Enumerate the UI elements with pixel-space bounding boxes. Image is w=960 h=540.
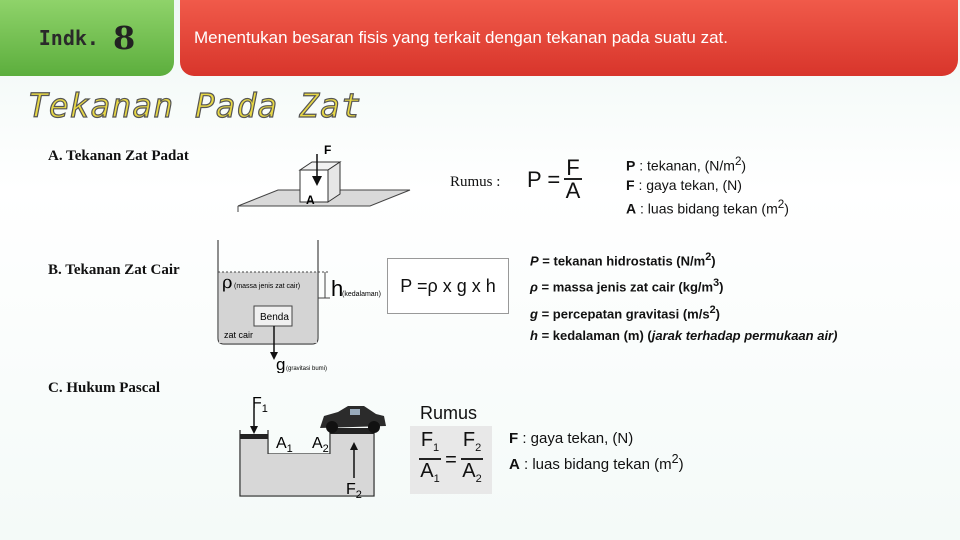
rumus-label-a: Rumus : — [450, 174, 501, 190]
liquid-label: zat cair — [224, 330, 254, 340]
solid-pressure-diagram — [230, 140, 420, 220]
indicator-number: 8 — [112, 19, 136, 57]
f2-label: $F_2$ — [346, 481, 362, 501]
objective-banner — [180, 0, 958, 76]
indicator-label: Indk. — [38, 26, 99, 50]
legend-c-row: A : luas bidang tekan $(m^2)$ — [509, 452, 684, 473]
rumus-label-c: Rumus — [420, 403, 478, 423]
hydrostatic-formula — [387, 258, 509, 314]
object-label: Benda — [260, 312, 289, 323]
f1-label: $F_1$ — [252, 395, 268, 415]
page-title: Tekanan Pada Zat — [28, 86, 362, 125]
pascal-formula — [410, 426, 492, 494]
section-b-label: B. Tekanan Zat Cair — [48, 262, 180, 278]
formula-a-numerator: F — [566, 155, 580, 180]
force-label: F — [324, 143, 332, 157]
legend-c-row: F : gaya tekan, (N) — [509, 430, 634, 447]
legend-b — [530, 246, 837, 347]
legend-b-row: P = tekanan hidrostatis $(N/m^2)$ — [530, 251, 716, 269]
formula-a-fraction — [564, 155, 581, 203]
formula-a-lhs: P = — [527, 167, 561, 192]
legend-a-row: A : luas bidang tekan $(m^2)$ — [626, 197, 789, 217]
rho-note: (massa jenis zat cair) — [234, 283, 301, 290]
hydrostatic-formula-text: P =ρ x g x h — [400, 275, 496, 296]
h-symbol: h — [331, 276, 344, 301]
g-symbol: g — [276, 355, 286, 373]
pascal-left-fraction: $\frac{F_1}{A_1}$ — [420, 429, 440, 485]
section-c-label: C. Hukum Pascal — [48, 380, 161, 396]
a1-label: $A_1$ — [276, 435, 293, 455]
legend-a-row: F : gaya tekan, (N) — [626, 176, 742, 193]
legend-b-row: g = percepatan gravitasi $(m/s^2)$ — [530, 303, 720, 321]
a2-label: $A_2$ — [312, 435, 329, 455]
rho-symbol: ρ — [222, 272, 233, 293]
legend-a — [626, 152, 789, 218]
legend-a-row: P : tekanan, $(N/m^2)$ — [626, 155, 747, 174]
legend-c — [509, 429, 684, 475]
area-label: A — [306, 193, 315, 207]
g-note: (gravitasi bumi) — [286, 366, 328, 372]
legend-b-row: ρ = massa jenis zat cair $(kg/m^3)$ — [530, 277, 724, 295]
pascal-equals: = — [445, 448, 457, 471]
legend-b-row: h = kedalaman (m) (jarak terhadap permukaan air) — [530, 327, 838, 343]
indicator-badge — [0, 0, 174, 76]
solid-pressure-formula — [527, 155, 582, 203]
objective-text: Menentukan besaran fisis yang terkait dengan tekanan pada suatu zat. — [194, 28, 728, 47]
section-a-label: A. Tekanan Zat Padat — [48, 148, 189, 164]
h-note: (kedalaman) — [342, 291, 381, 298]
hydraulic-press-diagram — [232, 388, 402, 510]
liquid-pressure-diagram — [210, 238, 390, 373]
formula-a-denominator: A — [565, 178, 581, 203]
pascal-right-fraction: $\frac{F_2}{A_2}$ — [462, 429, 482, 485]
